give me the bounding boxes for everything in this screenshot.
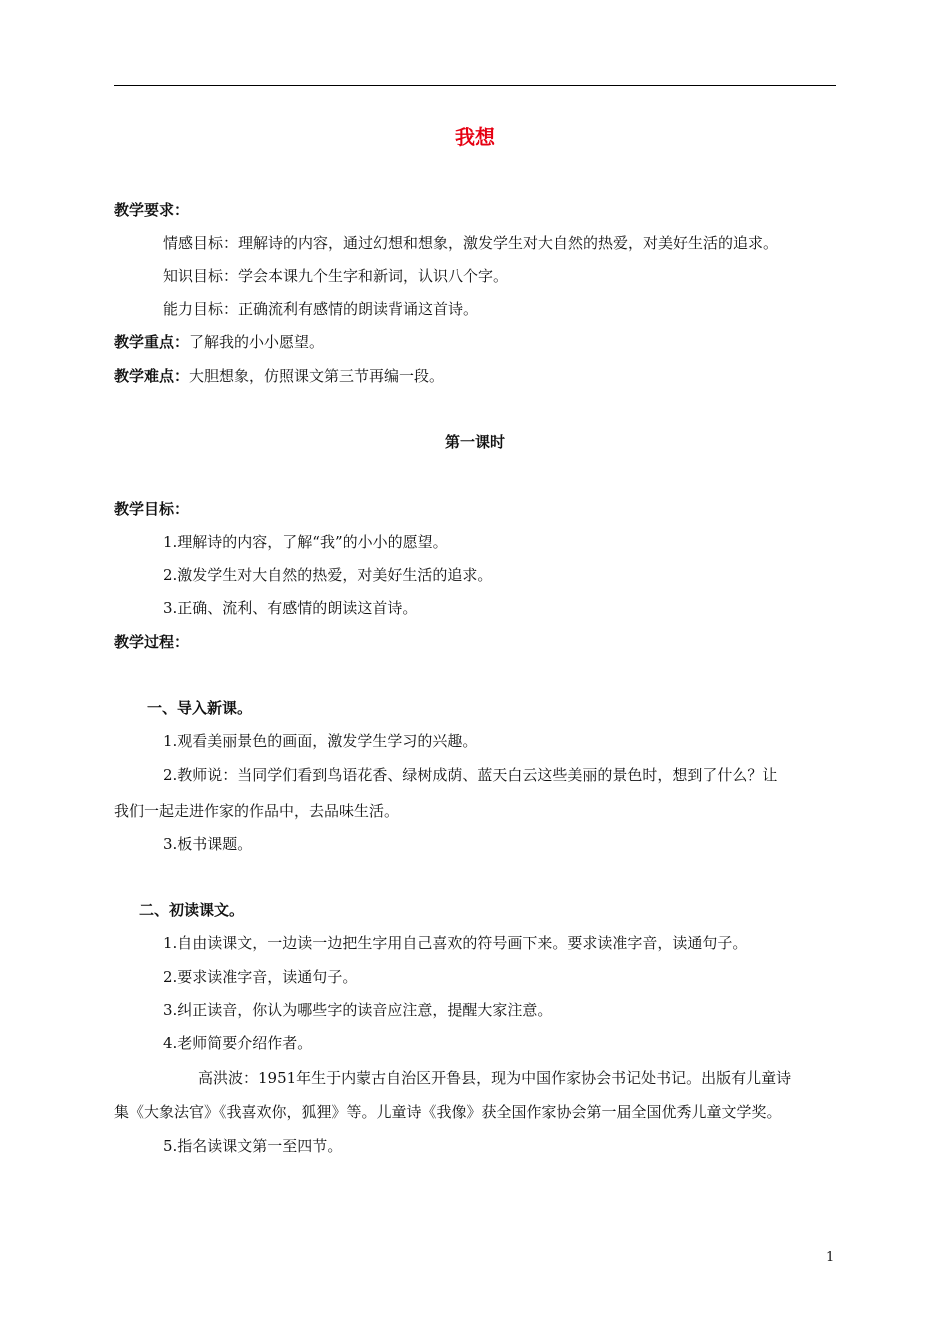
- key-point-text: 了解我的小小愿望。: [189, 333, 325, 351]
- process-label: 教学过程：: [114, 633, 190, 651]
- objective-item: 1.理解诗的内容，了解“我”的小小的愿望。: [163, 533, 448, 551]
- lesson-heading: 第一课时: [444, 433, 505, 451]
- section-item: 5.指名读课文第一至四节。: [163, 1137, 343, 1155]
- objective-item: 2.激发学生对大自然的热爱，对美好生活的追求。: [163, 566, 493, 584]
- key-point-label: 教学重点：: [114, 333, 190, 351]
- requirement-ability: 能力目标：正确流利有感情的朗读背诵这首诗。: [163, 300, 479, 318]
- section-item: 3.板书课题。: [163, 835, 253, 853]
- key-point: [114, 332, 324, 352]
- section-heading-intro: 一、导入新课。: [147, 699, 253, 717]
- objective-item: 3.正确、流利、有感情的朗读这首诗。: [163, 599, 418, 617]
- author-intro-continued: 集《大象法官》《我喜欢你，狐狸》等。儿童诗《我像》获全国作家协会第一届全国优秀儿童文学奖。: [114, 1103, 782, 1121]
- section-item: 4.老师简要介绍作者。: [163, 1034, 313, 1052]
- section-item: 3.纠正读音，你认为哪些字的读音应注意，提醒大家注意。: [163, 1001, 553, 1019]
- header-rule: [114, 85, 836, 86]
- section-heading-first-reading: 二、初读课文。: [139, 901, 245, 919]
- requirement-knowledge: 知识目标：学会本课九个生字和新词，认识八个字。: [163, 267, 509, 285]
- section-item: 1.观看美丽景色的画面，激发学生学习的兴趣。: [163, 732, 478, 750]
- section-item-continued: 我们一起走进作家的作品中，去品味生活。: [114, 802, 400, 820]
- author-intro: 高洪波：1951年生于内蒙古自治区开鲁县，现为中国作家协会书记处书记。出版有儿童诗: [198, 1069, 792, 1087]
- difficulty-label: 教学难点：: [114, 367, 190, 385]
- requirement-emotion: 情感目标：理解诗的内容，通过幻想和想象，激发学生对大自然的热爱，对美好生活的追求。: [163, 234, 779, 252]
- section-item: 2.教师说：当同学们看到鸟语花香、绿树成荫、蓝天白云这些美丽的景色时，想到了什么？让: [163, 766, 778, 784]
- difficulty: [114, 366, 444, 386]
- requirements-label: 教学要求：: [114, 201, 190, 219]
- page-number: 1: [826, 1250, 835, 1265]
- section-item: 2.要求读准字音，读通句子。: [163, 968, 358, 986]
- document-title: 我想: [455, 125, 495, 149]
- section-item: 1.自由读课文，一边读一边把生字用自己喜欢的符号画下来。要求读准字音，读通句子。: [163, 934, 748, 952]
- objectives-label: 教学目标：: [114, 500, 190, 518]
- difficulty-text: 大胆想象，仿照课文第三节再编一段。: [189, 367, 445, 385]
